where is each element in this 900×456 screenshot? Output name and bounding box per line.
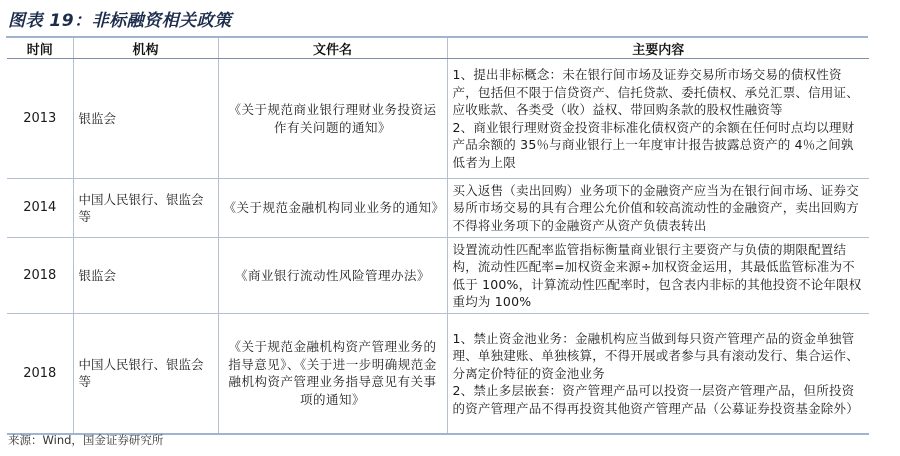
cell-document: 《商业银行流动性风险管理办法》: [218, 238, 447, 314]
figure-title: 图表 19：非标融资相关政策: [8, 11, 232, 31]
header-content: 主要内容: [447, 38, 869, 59]
table-row: [7, 238, 869, 314]
policy-table: [7, 38, 869, 435]
cell-year: 2018: [7, 238, 73, 314]
cell-document: 《关于规范金融机构资产管理业务的指导意见》、《关于进一步明确规范金融机构资产管理业务指导意见有关事项的通知》: [218, 314, 447, 434]
cell-year: 2014: [7, 179, 73, 238]
header-time: 时间: [7, 38, 73, 59]
table-row: [7, 59, 869, 179]
cell-year: 2018: [7, 314, 73, 434]
cell-agency: 银监会: [73, 59, 218, 179]
cell-agency: 中国人民银行、银监会等: [73, 179, 218, 238]
cell-document: 《关于规范金融机构同业业务的通知》: [218, 179, 447, 238]
cell-content: 1、禁止资金池业务：金融机构应当做到每只资产管理产品的资金单独管理、单独建账、单独核算，不得开展或者参与具有滚动发行、集合运作、分离定价特征的资金池业务 2、禁止多层嵌套：资产管理产品可以投资一层资产管理产品，但所投资的资产管理产品不得再投资其他资产管理产品（公募证券投资基金除外）: [447, 314, 869, 434]
cell-year: 2013: [7, 59, 73, 179]
table-row: [7, 179, 869, 238]
cell-content: 买入返售（卖出回购）业务项下的金融资产应当为在银行间市场、证券交易所市场交易的具有合理公允价值和较高流动性的金融资产，卖出回购方不得将业务项下的金融资产从资产负债表转出: [447, 179, 869, 238]
cell-document: 《关于规范商业银行理财业务投资运作有关问题的通知》: [218, 59, 447, 179]
header-agency: 机构: [73, 38, 218, 59]
cell-agency: 银监会: [73, 238, 218, 314]
cell-agency: 中国人民银行、银监会等: [73, 314, 218, 434]
header-document: 文件名: [218, 38, 447, 59]
source-note: 来源：Wind，国金证券研究所: [8, 433, 164, 447]
header-row: [7, 38, 869, 59]
cell-content: 设置流动性匹配率监管指标衡量商业银行主要资产与负债的期限配置结构，流动性匹配率=加权资金来源÷加权资金运用，其最低监管标准为不低于 100%，计算流动性匹配率时，包含表内非标的其他投资不论年限权重均为 100%: [447, 238, 869, 314]
table-row: [7, 314, 869, 434]
cell-content: 1、提出非标概念：未在银行间市场及证券交易所市场交易的债权性资产，包括但不限于信贷资产、信托贷款、委托债权、承兑汇票、信用证、应收账款、各类受（收）益权、带回购条款的股权性融资等 2、商业银行理财资金投资非标准化债权资产的余额在任何时点均以理财产品余额的 35％与商业银行上一年度审计报告披露总资产的 4％之间孰低者为上限: [447, 59, 869, 179]
